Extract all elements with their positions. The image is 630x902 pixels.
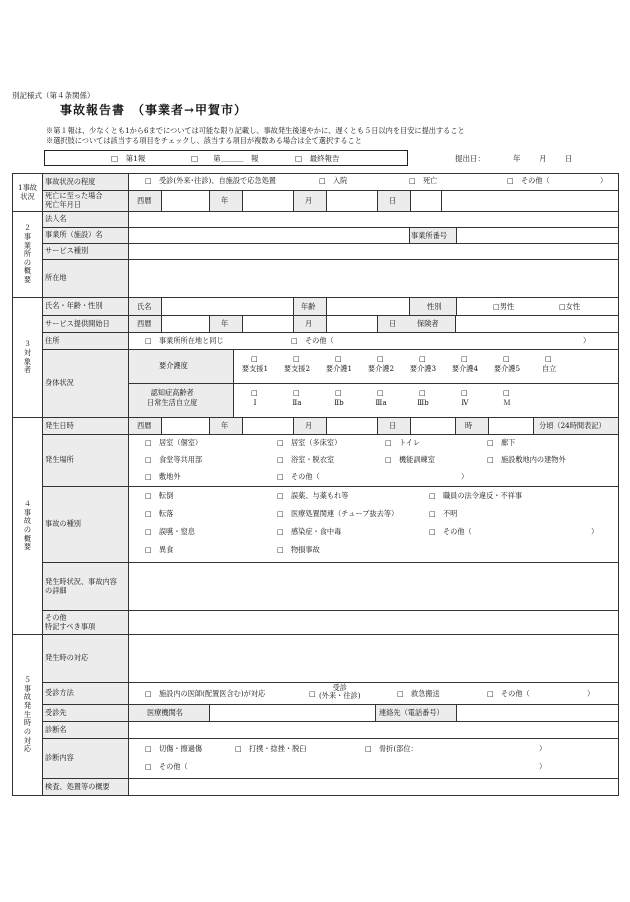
death-day: 日 <box>389 196 397 205</box>
sex-label: 性別 <box>427 302 442 311</box>
submit-date-label: 提出日： <box>455 154 485 163</box>
nth-report-checkbox[interactable]: □ 第 <box>191 154 221 163</box>
age-label: 年齢 <box>301 302 316 311</box>
other-notes-label: その他 特記すべき事項 <box>43 611 129 635</box>
diag-other-close: ） <box>539 762 547 771</box>
name-label: 氏名 <box>137 302 152 311</box>
treatment-summary-label: 検査、処置等の概要 <box>43 779 129 796</box>
type-unknown[interactable]: □ 不明 <box>429 509 458 518</box>
diagnosis-content-options <box>129 739 619 779</box>
body-condition-label: 身体状況 <box>43 350 129 418</box>
dementia-level-checkbox-4[interactable]: □ <box>377 388 384 397</box>
care-level-label-3: 要介護1 <box>325 364 353 373</box>
type-staff-misconduct[interactable]: □ 職員の法令違反・不祥事 <box>429 491 523 500</box>
care-level-label-6: 要介護4 <box>451 364 479 373</box>
care-level-label-2: 要支援2 <box>283 364 311 373</box>
death-era: 西暦 <box>137 196 152 205</box>
occurrence-datetime-label: 発生日時 <box>43 418 129 435</box>
insurer-label: 保険者 <box>417 319 439 328</box>
residence-other-checkbox[interactable]: □ その他（ <box>291 336 334 345</box>
method-other[interactable]: □ その他（ <box>487 689 530 698</box>
final-report-checkbox[interactable]: □ 最終報告 <box>295 154 340 163</box>
place-other-close: ） <box>461 472 469 481</box>
service-start-label: サービス提供開始日 <box>43 316 129 333</box>
accident-type-label: 事故の種別 <box>43 487 129 563</box>
office-row[interactable] <box>129 228 619 244</box>
dementia-level-checkbox-1[interactable]: □ <box>251 388 258 397</box>
occ-year: 年 <box>221 421 229 430</box>
care-level-checkbox-4[interactable]: □ <box>377 354 384 363</box>
dementia-level-checkbox-6[interactable]: □ <box>461 388 468 397</box>
method-ambulance[interactable]: □ 救急搬送 <box>397 689 440 698</box>
document-title: 事故報告書 （事業者→甲賀市） <box>60 103 248 117</box>
dementia-level-label-2: Ⅱa <box>292 398 302 407</box>
dementia-level-label-6: Ⅳ <box>461 398 469 407</box>
note-selection: ※選択肢については該当する項目をチェックし、該当する項目が複数ある場合は全て選択すること <box>46 136 362 145</box>
diag-fracture-close: ） <box>539 744 547 753</box>
service-type-field[interactable] <box>129 244 619 260</box>
details-field[interactable] <box>129 563 619 611</box>
first-report-checkbox[interactable]: □ 第1報 <box>111 154 146 163</box>
type-other[interactable]: □ その他（ <box>429 527 472 536</box>
place-shared-room[interactable]: □ 居室（多床室） <box>277 438 342 447</box>
corp-name-field[interactable] <box>129 212 619 228</box>
start-month: 月 <box>305 319 313 328</box>
nth-report-suffix: 報 <box>251 154 259 163</box>
method-internal-doctor[interactable]: □ 施設内の医師(配置医含む)が対応 <box>145 689 266 698</box>
residence-other-close: ） <box>583 336 591 345</box>
severity-options <box>129 174 619 191</box>
residence-label: 住所 <box>43 333 129 350</box>
severity-label: 事故状況の程度 <box>43 174 129 191</box>
submit-day: 日 <box>565 154 573 163</box>
residence-same-checkbox[interactable]: □ 事業所所在地と同じ <box>145 336 224 345</box>
diag-fracture[interactable]: □ 骨折(部位： <box>365 744 418 753</box>
diag-other[interactable]: □ その他（ <box>145 762 188 771</box>
address-label: 所在地 <box>43 260 129 298</box>
response-label: 発生時の対応 <box>43 635 129 683</box>
method-visit-label: 受診 (外来・往診) <box>319 683 361 701</box>
hospital-label: 受診先 <box>43 705 129 722</box>
type-other-close: ） <box>591 527 599 536</box>
dementia-level-label-7: Ｍ <box>503 398 511 407</box>
dementia-level-checkbox-3[interactable]: □ <box>335 388 342 397</box>
place-other[interactable]: □ その他（ <box>277 472 320 481</box>
type-pica[interactable]: □ 異食 <box>145 545 174 554</box>
care-level-label: 要介護度 <box>159 361 188 370</box>
occ-era: 西暦 <box>137 421 152 430</box>
type-property-damage[interactable]: □ 物損事故 <box>277 545 320 554</box>
submit-month: 月 <box>539 154 547 163</box>
care-level-checkbox-7[interactable]: □ <box>503 354 510 363</box>
corp-name-label: 法人名 <box>43 212 129 228</box>
occ-minute: 分頃（24時間表記） <box>539 421 606 430</box>
place-private-room[interactable]: □ 居室（個室） <box>145 438 203 447</box>
female-checkbox[interactable]: □女性 <box>559 302 581 311</box>
hospital-contact-label: 連絡先（電話番号） <box>379 708 444 717</box>
place-options <box>129 435 619 487</box>
place-offsite[interactable]: □ 敷地外 <box>145 472 181 481</box>
method-visit-checkbox[interactable]: □ <box>309 689 316 698</box>
type-aspiration[interactable]: □ 誤嚥・窒息 <box>145 527 195 536</box>
care-level-label-8: 自立 <box>541 364 557 373</box>
type-infection[interactable]: □ 感染症・食中毒 <box>277 527 342 536</box>
accident-report-table <box>12 173 619 796</box>
hospital-row[interactable] <box>129 705 619 722</box>
place-premises-outdoor[interactable]: □ 施設敷地内の建物外 <box>487 455 566 464</box>
male-checkbox[interactable]: □男性 <box>493 302 515 311</box>
office-number-label: 事業所番号 <box>411 231 447 240</box>
details-label: 発生時状況、事故内容 の詳細 <box>43 563 129 611</box>
diagnosis-field[interactable] <box>129 722 619 739</box>
method-other-close: ） <box>587 689 595 698</box>
form-number: 別記様式（第４条関係） <box>12 91 95 100</box>
occ-day: 日 <box>389 421 397 430</box>
address-field[interactable] <box>129 260 619 298</box>
diag-cut[interactable]: □ 切傷・擦過傷 <box>145 744 203 753</box>
care-level-label-5: 要介護3 <box>409 364 437 373</box>
place-dining[interactable]: □ 食堂等共用部 <box>145 455 203 464</box>
name-row[interactable] <box>129 298 619 316</box>
care-level-checkbox-1[interactable]: □ <box>251 354 258 363</box>
diagnosis-content-label: 診断内容 <box>43 739 129 779</box>
accident-type-options <box>129 487 619 563</box>
dementia-level-label-5: Ⅲb <box>417 398 429 407</box>
section3-title: ３ 対 象 者 <box>13 298 43 418</box>
start-year: 年 <box>221 319 229 328</box>
severity-outpatient[interactable]: □ 受診(外来･往診)、自施設で応急処置 <box>145 176 276 185</box>
submit-year: 年 <box>513 154 521 163</box>
type-fall-from-height[interactable]: □ 転落 <box>145 509 174 518</box>
care-level-checkbox-2[interactable]: □ <box>293 354 300 363</box>
visit-method-label: 受診方法 <box>43 683 129 705</box>
death-year: 年 <box>221 196 229 205</box>
nth-report-blank[interactable]: ______ <box>221 153 244 162</box>
death-date-label: 死亡に至った場合 死亡年月日 <box>43 191 129 212</box>
treatment-summary-field[interactable] <box>129 779 619 796</box>
place-corridor[interactable]: □ 廊下 <box>487 438 516 447</box>
occurrence-datetime-row[interactable] <box>129 418 619 435</box>
other-notes-field[interactable] <box>129 611 619 635</box>
note-first-report: ※第１報は、少なくとも1から6までについては可能な限り記載し、事故発生後速やかに、遅くとも５日以内を目安に提出すること <box>46 126 465 135</box>
type-fall[interactable]: □ 転倒 <box>145 491 174 500</box>
place-training-room[interactable]: □ 機能訓練室 <box>385 455 435 464</box>
care-level-label-7: 要介護5 <box>493 364 521 373</box>
start-day: 日 <box>389 319 397 328</box>
care-level-label-4: 要介護2 <box>367 364 395 373</box>
severity-death[interactable]: □ 死亡 <box>409 176 438 185</box>
place-toilet[interactable]: □ トイレ <box>385 438 421 447</box>
occ-hour: 時 <box>465 421 473 430</box>
dementia-level-checkbox-2[interactable]: □ <box>293 388 300 397</box>
place-bathroom[interactable]: □ 浴室・脱衣室 <box>277 455 335 464</box>
diag-bruise[interactable]: □ 打撲・捻挫・脱臼 <box>235 744 307 753</box>
name-age-sex-label: 氏名・年齢・性別 <box>43 298 129 316</box>
dementia-label: 認知症高齢者 日常生活自立度 <box>147 388 198 407</box>
office-name-label: 事業所（施設）名 <box>43 228 129 244</box>
type-medication-error[interactable]: □ 誤薬、与薬もれ等 <box>277 491 349 500</box>
severity-other[interactable]: □ その他（ ） <box>507 176 608 185</box>
care-level-checkbox-8[interactable]: □ <box>545 354 552 363</box>
place-label: 発生場所 <box>43 435 129 487</box>
death-month: 月 <box>305 196 313 205</box>
report-type-box <box>44 150 408 166</box>
care-level-label-1: 要支援1 <box>241 364 269 373</box>
response-field[interactable] <box>129 635 619 683</box>
section1-title: 1事故 状況 <box>13 174 43 212</box>
start-era: 西暦 <box>137 319 152 328</box>
diagnosis-label: 診断名 <box>43 722 129 739</box>
care-level-checkbox-3[interactable]: □ <box>335 354 342 363</box>
dementia-level-checkbox-7[interactable]: □ <box>503 388 510 397</box>
body-condition-grid <box>129 350 619 418</box>
section2-title: ２ 事 業 所 の 概 要 <box>13 212 43 298</box>
section5-title: ５ 事 故 発 生 時 の 対 応 <box>13 635 43 796</box>
visit-method-options <box>129 683 619 705</box>
severity-inpatient[interactable]: □ 入院 <box>319 176 348 185</box>
hospital-name-label: 医療機関名 <box>147 708 183 717</box>
residence-options <box>129 333 619 350</box>
service-start-row[interactable] <box>129 316 619 333</box>
type-medical-procedure[interactable]: □ 医療処置関連（チューブ抜去等） <box>277 509 399 518</box>
section4-title: ４ 事 故 の 概 要 <box>13 418 43 635</box>
dementia-level-label-3: Ⅱb <box>334 398 344 407</box>
care-level-checkbox-5[interactable]: □ <box>419 354 426 363</box>
dementia-level-label-1: Ⅰ <box>253 398 257 407</box>
dementia-level-label-4: Ⅲa <box>375 398 387 407</box>
care-level-checkbox-6[interactable]: □ <box>461 354 468 363</box>
occ-month: 月 <box>305 421 313 430</box>
dementia-level-checkbox-5[interactable]: □ <box>419 388 426 397</box>
service-type-label: サービス種別 <box>43 244 129 260</box>
death-date-row <box>129 191 619 212</box>
